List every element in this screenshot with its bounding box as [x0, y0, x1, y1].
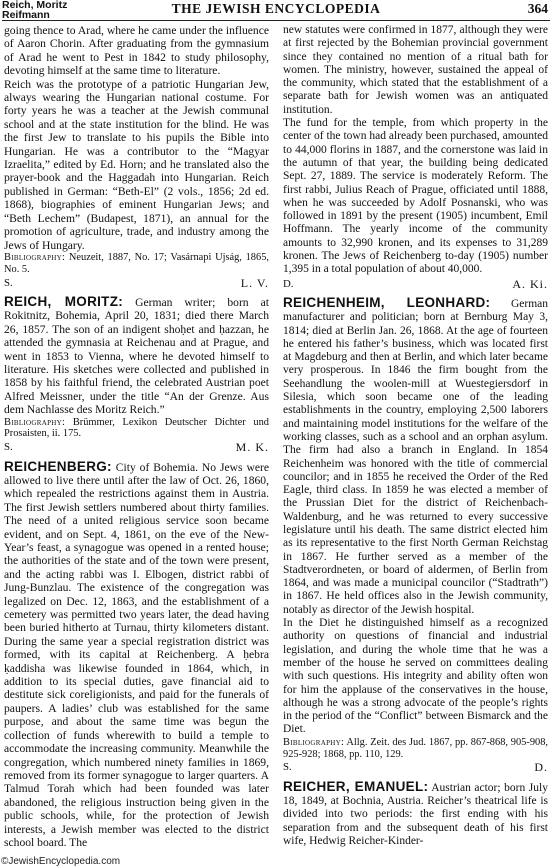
entry-reichenberg [4, 460, 269, 850]
signature-line [283, 278, 548, 291]
continued-paragraph: new statutes were confirmed in 1877, although they were at first rejected by the Bohemian provincial government since they contained no mention of a ritual bath for women. The ministry, however, sustained the appeal of the community, which stated that the establishment of a separate bath for Jewish women was an antiquated institution. [283, 24, 548, 116]
signature-right: D. [534, 760, 548, 775]
bibliography-label: Bibliography: [283, 736, 345, 748]
body-paragraph: Reich was the prototype of a patriotic Hungarian Jew, always wearing the Hungarian national costume. For forty years he was a teacher at the Jewish communal school and at the state institution for the blind. He was the first Jew to translate to his pupils the Bible into Hungarian. He was a contributor to the “Magyar Izraelita,” edited by Ed. Horn; and he translated also the prayer-book and the Haggadah into Hungarian. Reich published in German: “Beth-El” (2 vols., 1856; 2d ed. 1868), biographies of eminent Hungarian Jews; and “Beth Lechem” (Budapest, 1871), an annual for the promotion of agriculture, trade, and industry among the Jews of Hungary. [4, 77, 269, 252]
page-title: THE JEWISH ENCYCLOPEDIA [171, 1, 381, 16]
entry-text: City of Bohemia. No Jews were allowed to live there until after the law of Oct. 26, 1860, which repealed the restrictions against them in Austria. The first Jewish settlers numbered about thirty families. The need of a united religious service soon became evident, and on Sept. 4, 1861, on the eve of the New-Year’s feast, a synagogue was opened in a rented house; the authorities of the state and of the town were present, and the acting rabbi was I. Elbogen, district rabbi of Jung-Bunzlau. The existence of the congregation was legalized on Dec. 12, 1863, and the establishment of a cemetery was permitted two years later, the dead having been buried hitherto at Turnau, thirty kilometers distant. During the same year a special registration district was formed, with its capital at Reichenberg. A ḥebra ḳaddisha was likewise founded in 1864, which, in addition to its special duties, gave financial aid to destitute sick coreligionists, and paid for the funerals of paupers. A ladies’ club was established for the same purpose, and about the same time was begun the collection of funds wherewith to build a temple to accommodate the increasing community. Meanwhile the congregation, which numbered ninety families in 1869, removed from its former synagogue to larger quarters. A Talmud Torah which had been founded was later abandoned, the religious instruction being given in the public schools, while, for the protection of Jewish interests, a Jewish member was elected to the district school board. The [4, 460, 269, 849]
entry-text: German manufacturer and politician; born at Bernburg May 3, 1814; died at Berlin Jan. 26, 1868. At the age of fourteen he entered his father’s business, which was located first at Magdeburg and then at Berlin, and which later became very prosperous. In 1846 the firm bought from the Seehandlung the woolen-mill at Wuestegiersdorf in Silesia, which soon became one of the leading establishments in the country, employing 2,500 laborers and maintaining model institutions for the welfare of the working classes, such as a school and an orphan asylum. The firm had also a branch in England. In 1854 Reichenheim was honored with the title of commercial councilor; and in 1855 he received the Order of the Red Eagle, third class. In 1859 he was elected a member of the Prussian Diet for the district of Reichenbach-Waldenburg, and he was returned to every successive legislature until his death. The same district elected him as its representative to the first North German Reichstag in 1867. He further served as a member of the Stadtverordneten, or board of aldermen, of Berlin from 1864, and was made a municipal councilor (“Stadtrath”) in 1867. He held offices also in the Jewish community, notably as director of the Jewish hospital. [283, 297, 548, 616]
entry-title: REICHER, EMANUEL: [283, 778, 429, 794]
signature-right: L. V. [240, 275, 269, 290]
running-head-line2: Reifmann [2, 9, 50, 21]
page-number: 364 [527, 1, 548, 16]
bibliography-label: Bibliography: [4, 251, 66, 263]
signature-right: A. Ki. [512, 276, 548, 291]
entry-text: Austrian actor; born July 18, 1849, at Bochnia, Austria. Reicher’s theatrical life is divided into two periods: the first ending with his separation from and the subsequent death of his first wife, Hedwig Reicher-Kinder- [283, 781, 548, 847]
body-paragraph: In the Diet he distinguished himself as a recognized authority on questions of financial and industrial legislation, and during the whole time that he was a member of the house he served on committees dealing with such questions. His integrity and ability often won for him the applause of the conservatives in the house, although he was a strong advocate of the people’s rights in the period of the “Conflict” between Bismarck and the Diet. [283, 617, 548, 736]
signature-line [4, 277, 269, 290]
bibliography-text: Allg. Zeit. des Jud. 1867, pp. 867-868, 905-908, 925-928; 1868, pp. 110, 129. [283, 736, 548, 760]
header-rule [2, 20, 550, 21]
bibliography [283, 737, 548, 761]
bibliography-text: Brümmer, Lexikon Deutscher Dichter und Prosaisten, ii. 175. [4, 416, 269, 440]
signature-line [4, 441, 269, 454]
bibliography [4, 252, 269, 276]
signature-line [283, 761, 548, 774]
entry-reich-moritz [4, 295, 269, 417]
right-column [283, 24, 548, 848]
entry-text: German writer; born at Rokitnitz, Bohemia, April 20, 1831; died there March 26, 1857. The son of an indigent shoḥet and ḥazzan, he attended the gymnasia at Reichenau and at Prague, and went in 1853 to Vienna, where he devoted himself to literature. His sketches were collected and published in 1858 by his faithful friend, the celebrated Austrian poet Alfred Meissner, under the title “An der Grenze. Aus dem Nachlasse des Moritz Reich.” [4, 295, 269, 417]
entry-title: REICH, MORITZ: [4, 293, 124, 309]
left-column [4, 24, 269, 849]
entry-reicher [283, 780, 548, 848]
signature-left: D. [283, 277, 294, 290]
signature-left: S. [4, 441, 13, 454]
entry-reichenheim [283, 296, 548, 617]
continued-paragraph: going thence to Arad, where he came under the influence of Aaron Chorin. After graduating from the gymnasium of Arad he went to Pest in 1842 to study philosophy, devoting himself at the same time to literature. [4, 24, 269, 78]
entry-title: REICHENBERG: [4, 458, 112, 474]
entry-title: REICHENHEIM, LEONHARD: [283, 294, 491, 310]
bibliography-label: Bibliography: [4, 416, 66, 428]
bibliography-text: Neuzeit, 1887, No. 17; Vasárnapi Ujság, 1865, No. 5. [4, 251, 269, 275]
signature-left: S. [4, 276, 13, 289]
signature-left: S. [283, 761, 292, 774]
running-head-line1: Reich, Moritz [2, 0, 68, 11]
page-header [0, 0, 552, 21]
watermark: ©JewishEncyclopedia.com [0, 856, 123, 868]
bibliography [4, 417, 269, 441]
body-paragraph: The fund for the temple, from which property in the center of the town had already been purchased, amounted to 44,000 florins in 1887, and the cornerstone was laid in the autumn of that year, the building being dedicated Sept. 27, 1889. The service is moderately Reform. The first rabbi, Julius Reach of Prague, officiated until 1888, when he was succeeded by Adolf Posnanski, who was followed in 1891 by the present (1905) incumbent, Emil Hoffmann. The yearly income of the community amounts to 32,990 kronen, and its expenses to 31,289 kronen. The Jews of Reichenberg to-day (1905) number 1,395 in a total population of about 40,000. [283, 117, 548, 276]
signature-right: M. K. [235, 440, 269, 455]
